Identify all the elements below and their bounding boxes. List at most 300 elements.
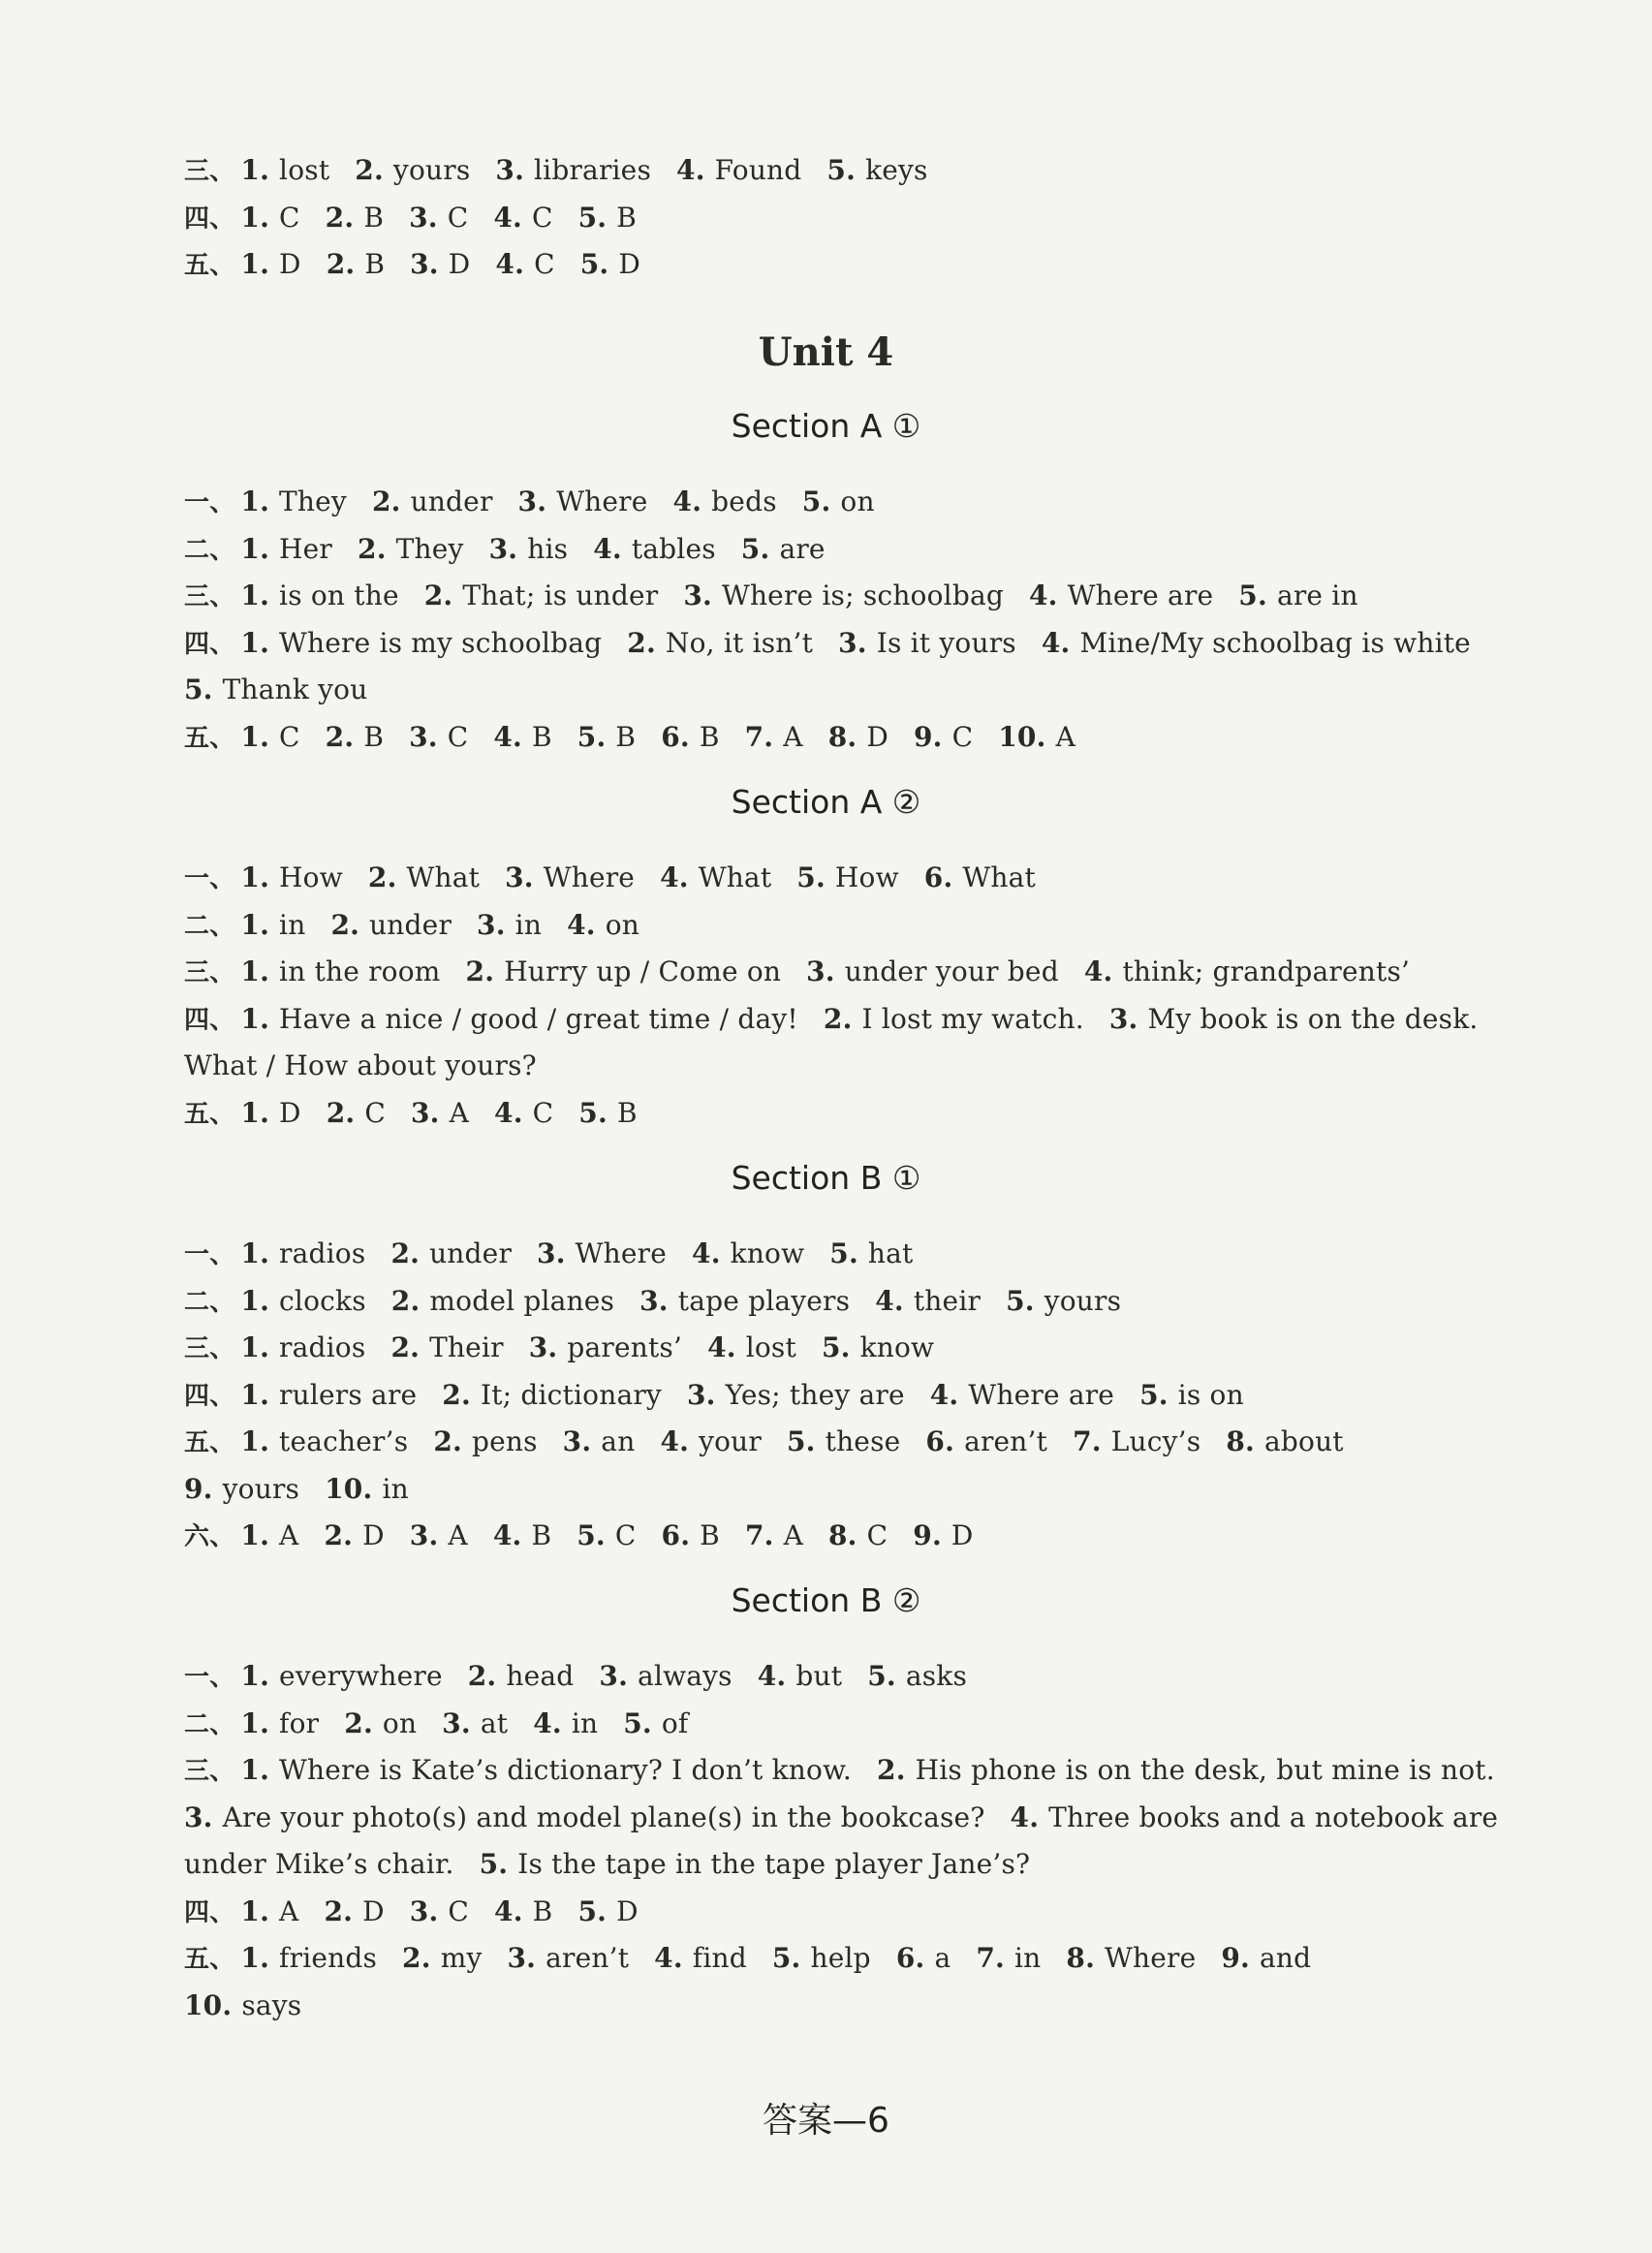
- item-number: 4.: [567, 908, 596, 941]
- answer-item: [537, 1236, 667, 1271]
- item-answer: D: [616, 1894, 639, 1927]
- question-group-label: 二、: [184, 535, 235, 565]
- item-answer: keys: [865, 154, 928, 186]
- answer-item: [330, 908, 452, 943]
- item-answer: A: [783, 720, 803, 753]
- item-number: 2.: [371, 485, 401, 517]
- item-answer: B: [615, 720, 637, 753]
- item-answer: under: [369, 908, 452, 941]
- item-number: 5.: [1139, 1378, 1169, 1411]
- item-answer: B: [364, 248, 386, 280]
- answer-item: [505, 861, 635, 895]
- answer-item: [326, 720, 384, 755]
- item-answer: A: [1055, 720, 1075, 753]
- item-answer: Where: [575, 1237, 668, 1269]
- answer-item: [660, 861, 771, 895]
- section-title: Section B ②: [731, 1581, 921, 1619]
- item-answer: D: [279, 1096, 301, 1129]
- item-number: 3.: [442, 1706, 471, 1739]
- item-answer: C: [534, 248, 555, 280]
- item-number: 8.: [1226, 1425, 1255, 1457]
- item-answer: D: [951, 1519, 974, 1551]
- answer-item: [924, 861, 1036, 895]
- answer-item: [326, 201, 384, 235]
- item-answer: in: [514, 908, 543, 941]
- item-number: 1.: [240, 1894, 270, 1927]
- item-answer: on: [840, 485, 875, 517]
- item-answer: in: [279, 908, 306, 941]
- item-number: 5.: [1238, 579, 1267, 611]
- item-answer: B: [699, 720, 720, 753]
- item-number: 2.: [877, 1754, 906, 1786]
- unit-title: Unit 4: [758, 329, 894, 375]
- item-number: 2.: [465, 955, 495, 987]
- item-answer: is on: [1177, 1378, 1244, 1411]
- item-answer: Where: [1105, 1942, 1197, 1974]
- answer-item: [518, 485, 648, 519]
- item-answer: Where: [543, 861, 636, 893]
- answer-item: [741, 532, 826, 567]
- answer-item: [184, 1800, 985, 1835]
- answer-item: [240, 153, 329, 188]
- item-number: 5.: [796, 861, 826, 893]
- item-answer: A: [449, 1096, 470, 1129]
- item-answer: says: [241, 1988, 302, 2021]
- answer-item: [240, 908, 305, 943]
- item-answer: D: [362, 1519, 385, 1551]
- item-answer: hat: [867, 1237, 914, 1269]
- item-number: 3.: [409, 201, 438, 234]
- item-answer: They: [395, 532, 464, 565]
- item-answer: beds: [711, 485, 777, 517]
- answer-item: [745, 1518, 803, 1553]
- question-group-label: 四、: [184, 629, 235, 659]
- item-number: 2.: [627, 626, 656, 659]
- item-number: 5.: [577, 1519, 606, 1551]
- answer-item: [593, 532, 716, 567]
- item-number: 2.: [390, 1331, 421, 1363]
- answer-item: [567, 908, 639, 943]
- item-answer: C: [532, 1096, 554, 1129]
- item-number: 2.: [326, 248, 356, 280]
- item-answer: B: [363, 201, 385, 234]
- answer-item: [1006, 1284, 1121, 1319]
- item-answer: yours: [1044, 1284, 1122, 1317]
- item-number: 1.: [240, 201, 270, 234]
- item-number: 7.: [744, 720, 774, 753]
- item-number: 3.: [599, 1660, 629, 1692]
- item-answer: under: [429, 1237, 513, 1269]
- item-answer: C: [532, 201, 553, 234]
- answer-item: [577, 1518, 636, 1553]
- item-number: 6.: [925, 1425, 955, 1457]
- answer-line: [184, 1847, 1482, 1882]
- item-answer: A: [279, 1894, 299, 1927]
- item-answer: C: [866, 1519, 888, 1551]
- item-answer: Where is; schoolbag: [721, 579, 1004, 611]
- answer-item: [875, 1284, 981, 1319]
- answer-item: [184, 1472, 299, 1507]
- item-number: 2.: [390, 1284, 421, 1317]
- answer-item: [240, 1894, 298, 1929]
- question-group-label: 二、: [184, 911, 235, 941]
- answer-item: [673, 485, 777, 519]
- item-number: 2.: [326, 1096, 356, 1129]
- answer-line: [184, 720, 1482, 756]
- answer-item: [240, 1378, 417, 1413]
- item-answer: Mine/My schoolbag is white: [1079, 626, 1471, 659]
- item-number: 7.: [976, 1942, 1005, 1974]
- item-answer: my: [440, 1942, 483, 1974]
- item-answer: parents’: [567, 1331, 683, 1363]
- item-answer: C: [279, 720, 300, 753]
- item-number: 3.: [409, 1519, 439, 1551]
- item-number: 9.: [184, 1472, 213, 1505]
- answer-line: [184, 1800, 1499, 1835]
- item-number: 3.: [409, 720, 438, 753]
- question-group-label: 五、: [184, 1945, 235, 1974]
- answer-line: [184, 1096, 1482, 1132]
- question-group-label: 一、: [184, 488, 235, 517]
- answer-line: [184, 1518, 1482, 1554]
- item-number: 8.: [1066, 1942, 1096, 1974]
- item-number: 4.: [1083, 955, 1113, 987]
- item-number: 10.: [998, 720, 1046, 753]
- answer-item: [424, 579, 659, 613]
- question-group-label: 五、: [184, 1428, 235, 1457]
- answer-item: [324, 1518, 384, 1553]
- item-answer: are in: [1276, 579, 1358, 611]
- item-answer: under Mike’s chair.: [184, 1848, 454, 1880]
- item-number: 1.: [240, 1096, 270, 1129]
- item-answer: B: [532, 1894, 553, 1927]
- answer-item: [976, 1941, 1041, 1976]
- item-answer: B: [616, 1096, 638, 1129]
- item-answer: are: [779, 532, 826, 565]
- item-number: 3.: [507, 1942, 537, 1974]
- item-answer: C: [279, 201, 300, 234]
- question-group-label: 六、: [184, 1522, 235, 1551]
- item-number: 3.: [528, 1331, 558, 1363]
- answer-item: [494, 1096, 553, 1131]
- item-answer: under your bed: [844, 955, 1059, 987]
- answer-item: [639, 1284, 850, 1319]
- answer-item: [390, 1236, 512, 1271]
- item-answer: B: [532, 720, 552, 753]
- answer-item: [495, 247, 554, 282]
- answer-line: [184, 954, 1482, 990]
- answer-item: [344, 1706, 417, 1741]
- answer-item: [184, 1048, 537, 1083]
- answer-item: [240, 861, 342, 895]
- question-group-label: 三、: [184, 1757, 235, 1786]
- item-number: 7.: [1073, 1425, 1102, 1457]
- answer-item: [402, 1941, 482, 1976]
- answer-item: [240, 1284, 365, 1319]
- answer-item: [577, 1894, 638, 1929]
- answer-line: [184, 1659, 1482, 1695]
- answer-item: [787, 1424, 900, 1459]
- item-number: 2.: [344, 1706, 373, 1739]
- item-number: 4.: [593, 532, 622, 565]
- answer-item: [489, 532, 569, 567]
- item-answer: these: [825, 1425, 901, 1457]
- item-number: 5.: [184, 673, 213, 705]
- answer-item: [240, 626, 602, 661]
- item-answer: Where is my schoolbag: [279, 626, 603, 659]
- item-answer: in: [1014, 1942, 1042, 1974]
- page-footer: 答案—6: [763, 2101, 889, 2141]
- item-number: 5.: [771, 1942, 801, 1974]
- answer-item: [327, 247, 385, 282]
- item-answer: in: [571, 1706, 599, 1739]
- item-number: 6.: [661, 1519, 691, 1551]
- item-number: 4.: [757, 1660, 787, 1692]
- item-number: 4.: [707, 1331, 736, 1363]
- item-answer: their: [913, 1284, 982, 1317]
- answer-line: [184, 1472, 1482, 1507]
- item-answer: is on the: [279, 579, 399, 611]
- item-number: 1.: [240, 1754, 270, 1786]
- answer-item: [325, 1472, 409, 1507]
- item-number: 2.: [324, 1894, 354, 1927]
- answer-item: [240, 1236, 365, 1271]
- answer-line: [184, 1378, 1482, 1414]
- item-answer: know: [730, 1237, 805, 1269]
- item-answer: A: [448, 1519, 468, 1551]
- item-number: 3.: [838, 626, 867, 659]
- answer-item: [877, 1753, 1495, 1788]
- item-answer: What: [698, 861, 772, 893]
- answer-item: [240, 1659, 442, 1694]
- answer-item: [409, 201, 468, 235]
- item-answer: tables: [631, 532, 716, 565]
- answer-item: [599, 1659, 732, 1694]
- item-answer: D: [362, 1894, 385, 1927]
- answer-item: [493, 201, 552, 235]
- item-answer: Where: [556, 485, 648, 517]
- answer-line: [184, 626, 1482, 662]
- item-number: 4.: [495, 248, 525, 280]
- item-number: 4.: [493, 201, 522, 234]
- answer-item: [578, 201, 637, 235]
- answer-item: [692, 1236, 804, 1271]
- item-number: 9.: [913, 1519, 942, 1551]
- item-number: 1.: [240, 154, 270, 186]
- answer-item: [184, 1847, 454, 1882]
- item-answer: Have a nice / good / great time / day!: [279, 1002, 798, 1035]
- section-title: Section A ②: [731, 783, 921, 821]
- item-answer: always: [638, 1660, 732, 1692]
- answer-line: [184, 247, 1482, 283]
- answer-line: [184, 1941, 1482, 1977]
- question-group-label: 五、: [184, 1099, 235, 1129]
- item-number: 4.: [672, 485, 702, 517]
- item-answer: C: [951, 720, 974, 753]
- answer-item: [410, 247, 470, 282]
- item-number: 5.: [577, 201, 608, 234]
- item-answer: D: [448, 248, 471, 280]
- item-answer: clocks: [279, 1284, 366, 1317]
- item-answer: his: [527, 532, 569, 565]
- answer-item: [1042, 626, 1471, 661]
- question-group-label: 五、: [184, 723, 235, 753]
- item-number: 2.: [433, 1425, 462, 1457]
- item-number: 2.: [325, 201, 355, 234]
- item-number: 2.: [325, 720, 355, 753]
- answer-item: [914, 720, 973, 755]
- item-number: 4.: [1010, 1800, 1040, 1833]
- answer-item: [372, 485, 493, 519]
- answer-line: [184, 1284, 1482, 1320]
- item-number: 3.: [410, 248, 439, 280]
- item-number: 7.: [744, 1519, 774, 1551]
- answer-item: [507, 1941, 629, 1976]
- item-number: 4.: [533, 1706, 562, 1739]
- item-answer: His phone is on the desk, but mine is not.: [915, 1754, 1495, 1786]
- answer-item: [824, 1002, 1084, 1037]
- question-group-label: 一、: [184, 1240, 235, 1269]
- answer-line: [184, 579, 1482, 614]
- answer-item: [240, 1424, 408, 1459]
- answer-item: [745, 720, 803, 755]
- item-answer: Where is Kate’s dictionary? I don’t know.: [279, 1754, 853, 1786]
- item-number: 8.: [828, 1519, 857, 1551]
- item-answer: Yes; they are: [725, 1378, 905, 1411]
- item-answer: help: [810, 1942, 871, 1974]
- item-answer: Is the tape in the tape player Jane’s?: [517, 1848, 1031, 1880]
- item-number: 2.: [358, 532, 387, 565]
- item-number: 4.: [676, 154, 705, 186]
- section-title: Section B ①: [731, 1159, 921, 1197]
- answer-item: [355, 153, 470, 188]
- item-answer: C: [614, 1519, 637, 1551]
- item-answer: an: [601, 1425, 636, 1457]
- item-number: 4.: [875, 1284, 904, 1317]
- answer-item: [1238, 579, 1357, 613]
- item-answer: on: [382, 1706, 418, 1739]
- answer-item: [896, 1941, 951, 1976]
- item-answer: Three books and a notebook are: [1048, 1800, 1499, 1833]
- item-answer: Lucy’s: [1110, 1425, 1201, 1457]
- answer-line: [184, 1236, 1482, 1272]
- item-number: 10.: [184, 1988, 233, 2021]
- item-number: 2.: [402, 1942, 431, 1974]
- answer-line: [184, 1894, 1482, 1930]
- item-number: 6.: [661, 720, 690, 753]
- question-group-label: 四、: [184, 203, 235, 234]
- item-answer: Are your photo(s) and model plane(s) in the bookcase?: [222, 1800, 985, 1833]
- answer-item: [390, 1330, 503, 1365]
- answer-item: [494, 1894, 552, 1929]
- item-number: 8.: [827, 720, 857, 753]
- item-answer: head: [506, 1660, 575, 1692]
- item-number: 3.: [537, 1237, 566, 1269]
- answer-item: [327, 1096, 386, 1131]
- item-answer: find: [692, 1942, 747, 1974]
- answer-item: [563, 1424, 636, 1459]
- answer-item: [1066, 1941, 1196, 1976]
- item-number: 1.: [240, 626, 270, 659]
- item-number: 1.: [240, 1378, 270, 1411]
- item-answer: Hurry up / Come on: [504, 955, 782, 987]
- item-number: 3.: [562, 1425, 592, 1457]
- item-number: 9.: [913, 720, 943, 753]
- answer-line: [184, 1706, 1482, 1742]
- answer-item: [662, 1518, 720, 1553]
- item-number: 3.: [410, 1096, 440, 1129]
- item-number: 1.: [240, 1706, 270, 1739]
- question-group-label: 三、: [184, 157, 235, 186]
- answer-item: [240, 247, 300, 282]
- answer-item: [240, 579, 398, 613]
- answer-line: [184, 485, 1482, 520]
- item-number: 5.: [826, 154, 857, 186]
- item-answer: C: [447, 720, 469, 753]
- item-answer: B: [700, 1519, 720, 1551]
- item-answer: yours: [392, 154, 471, 186]
- item-number: 2.: [442, 1378, 471, 1411]
- item-answer: pens: [471, 1425, 538, 1457]
- answer-item: [577, 720, 636, 755]
- question-group-label: 三、: [184, 1334, 235, 1363]
- answer-item: [660, 1424, 762, 1459]
- item-answer: tape players: [677, 1284, 851, 1317]
- item-answer: in: [382, 1472, 409, 1505]
- item-number: 1.: [240, 1660, 270, 1692]
- answer-item: [1073, 1424, 1200, 1459]
- answer-item: [240, 1753, 852, 1788]
- question-group-label: 二、: [184, 1709, 235, 1739]
- item-answer: What: [406, 861, 481, 893]
- item-answer: Her: [279, 532, 333, 565]
- item-answer: a: [934, 1942, 951, 1974]
- answer-item: [772, 1941, 871, 1976]
- item-number: 1.: [240, 720, 270, 753]
- answer-item: [240, 485, 347, 519]
- item-number: 5.: [786, 1425, 816, 1457]
- section-title: Section A ①: [731, 407, 921, 445]
- answer-item: [240, 1330, 365, 1365]
- answer-item: [433, 1424, 537, 1459]
- answer-item: [826, 153, 927, 188]
- answer-item: [676, 153, 801, 188]
- answer-line: [184, 1048, 1482, 1083]
- item-answer: They: [279, 485, 347, 517]
- item-number: 4.: [494, 1096, 523, 1129]
- item-answer: Their: [429, 1331, 504, 1363]
- item-answer: lost: [279, 154, 330, 186]
- answer-item: [623, 1706, 688, 1741]
- answer-item: [758, 1659, 842, 1694]
- item-answer: on: [605, 908, 639, 941]
- item-answer: B: [531, 1519, 552, 1551]
- answer-item: [1109, 1002, 1479, 1037]
- item-number: 1.: [240, 579, 270, 611]
- item-answer: A: [279, 1519, 299, 1551]
- item-answer: C: [447, 201, 469, 234]
- answer-item: [930, 1378, 1114, 1413]
- item-number: 1.: [240, 1002, 270, 1035]
- item-answer: aren’t: [964, 1425, 1048, 1457]
- answer-line: [184, 1002, 1482, 1038]
- question-group-label: 一、: [184, 864, 235, 893]
- item-answer: How: [834, 861, 899, 893]
- answer-item: [324, 1894, 384, 1929]
- item-answer: B: [363, 720, 385, 753]
- item-answer: for: [279, 1706, 320, 1739]
- answer-item: [829, 1236, 913, 1271]
